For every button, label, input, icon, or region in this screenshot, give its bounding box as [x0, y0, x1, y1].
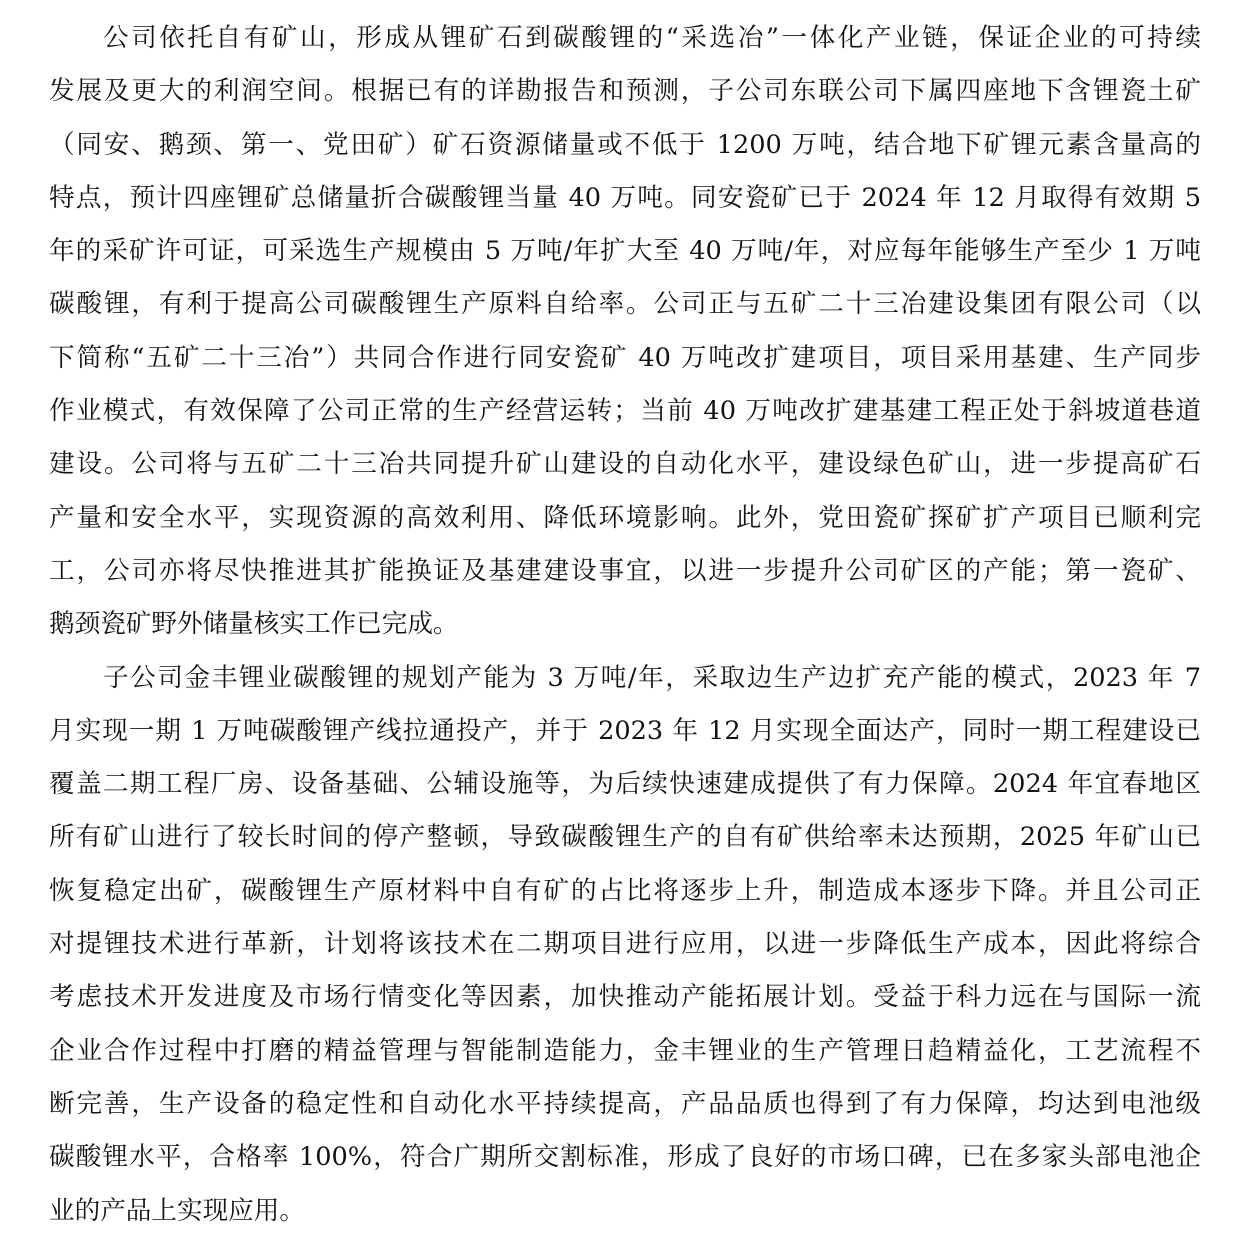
text-line: 特点，预计四座锂矿总储量折合碳酸锂当量 40 万吨。同安瓷矿已于 2024 年 12 月取得有效期 5 [49, 182, 1201, 213]
text-line: 所有矿山进行了较长时间的停产整顿，导致碳酸锂生产的自有矿供给率未达预期，2025 年矿山已 [49, 822, 1201, 853]
text-line: 工，公司亦将尽快推进其扩能换证及基建建设事宜，以进一步提升公司矿区的产能；第一瓷矿、 [49, 555, 1201, 586]
paragraph-mining-chain [49, 12, 1201, 652]
document-body [49, 12, 1201, 1238]
text-line: 对提锂技术进行革新，计划将该技术在二期项目进行应用，以进一步降低生产成本，因此将综合 [49, 929, 1201, 960]
text-line: 子公司金丰锂业碳酸锂的规划产能为 3 万吨/年，采取边生产边扩充产能的模式，2023 年 7 [103, 662, 1201, 693]
text-line: 业的产品上实现应用。 [49, 1195, 305, 1226]
text-line: 恢复稳定出矿，碳酸锂生产原材料中自有矿的占比将逐步上升，制造成本逐步下降。并且公司正 [49, 875, 1201, 906]
text-line: 碳酸锂，有利于提高公司碳酸锂生产原料自给率。公司正与五矿二十三冶建设集团有限公司（以 [49, 289, 1201, 320]
text-line: 公司依托自有矿山，形成从锂矿石到碳酸锂的“采选冶”一体化产业链，保证企业的可持续 [103, 23, 1201, 53]
text-line: 企业合作过程中打磨的精益管理与智能制造能力，金丰锂业的生产管理日趋精益化，工艺流程不 [49, 1035, 1201, 1066]
text-line: 产量和安全水平，实现资源的高效利用、降低环境影响。此外，党田瓷矿探矿扩产项目已顺利完 [49, 502, 1201, 533]
text-line: 碳酸锂水平，合格率 100%，符合广期所交割标准，形成了良好的市场口碑，已在多家头部电池企 [49, 1142, 1201, 1173]
text-line: 考虑技术开发进度及市场行情变化等因素，加快推动产能拓展计划。受益于科力远在与国际一流 [49, 982, 1201, 1013]
paragraph-jinfeng-capacity [49, 652, 1201, 1238]
text-line: 下简称“五矿二十三冶”）共同合作进行同安瓷矿 40 万吨改扩建项目，项目采用基建、生产同步 [49, 342, 1201, 373]
text-line: 年的采矿许可证，可采选生产规模由 5 万吨/年扩大至 40 万吨/年，对应每年能够生产至少 1 万吨 [49, 236, 1201, 267]
text-line: （同安、鹅颈、第一、党田矿）矿石资源储量或不低于 1200 万吨，结合地下矿锂元素含量高的 [49, 129, 1201, 160]
text-line: 建设。公司将与五矿二十三冶共同提升矿山建设的自动化水平，建设绿色矿山，进一步提高矿石 [49, 449, 1201, 480]
text-line: 鹅颈瓷矿野外储量核实工作已完成。 [49, 609, 459, 640]
text-line: 月实现一期 1 万吨碳酸锂产线拉通投产，并于 2023 年 12 月实现全面达产，同时一期工程建设已 [49, 715, 1201, 746]
text-line: 发展及更大的利润空间。根据已有的详勘报告和预测，子公司东联公司下属四座地下含锂瓷土矿 [49, 76, 1201, 107]
text-line: 作业模式，有效保障了公司正常的生产经营运转；当前 40 万吨改扩建基建工程正处于斜坡道巷道 [49, 396, 1201, 427]
text-line: 覆盖二期工程厂房、设备基础、公辅设施等，为后续快速建成提供了有力保障。2024 年宜春地区 [49, 769, 1201, 800]
text-line: 断完善，生产设备的稳定性和自动化水平持续提高，产品品质也得到了有力保障，均达到电池级 [49, 1088, 1201, 1119]
